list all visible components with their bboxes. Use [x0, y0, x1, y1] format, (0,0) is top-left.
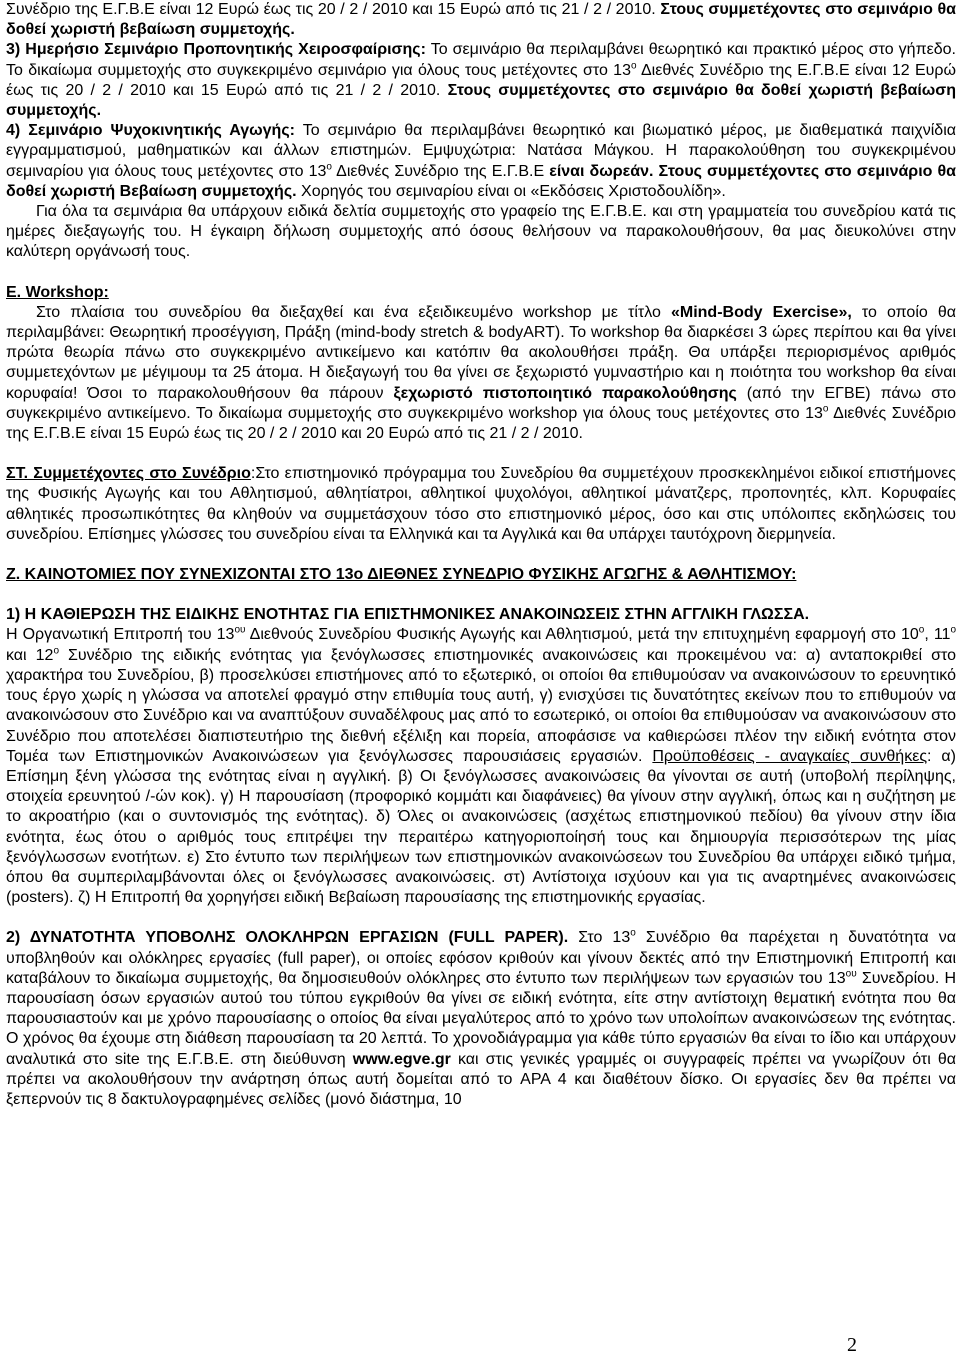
innovation-1-heading: [6, 605, 956, 625]
subsection-heading: 1) Η ΚΑΘΙΕΡΩΣΗ ΤΗΣ ΕΙΔΙΚΗΣ ΕΝΟΤΗΤΑΣ ΓΙΑ ΕΠΙΣΤΗΜΟΝΙΚΕΣ ΑΝΑΚΟΙΝΩΣΕΙΣ ΣΤΗΝ ΑΓΓΛΙΚΗ ΓΛΩΣΣΑ.: [6, 606, 810, 624]
seminar-title: 4) Σεμινάριο Ψυχοκινητικής Αγωγής:: [6, 122, 295, 140]
bold-text: Στους συμμετέχοντες στο σεμινάριο θα δοθεί χωριστή βεβαίωση συμμετοχής.: [6, 81, 956, 120]
section-heading: Ε. Workshop:: [6, 283, 109, 301]
text: Η Οργανωτική Επιτροπή του 13: [6, 626, 235, 644]
text: το οποίο θα περιλαμβάνει: Θεωρητική προσέγγιση, Πράξη (mind-body stretch & bodyART). Το workshop θα διαρκέσει 3 ώρες περίπου και θα γίνει πρώτα θεωρία πάνω στο συγκεκριμένο αντικείμενο και κατόπιν θα ακολουθήσει πράξη. Θα υπάρξει περιορισμένος αριθμός συμμετεχόντων με μέγιμουμ τα 25 άτομα. Η διεξαγωγή του θα γίνει σε ξεχωριστό γυμναστήριο και η ποιότητα του workshop θα είναι κορυφαία! Όσοι το παρακολουθήσουν θα πάρουν: [6, 303, 957, 402]
text: Το σεμινάριο θα περιλαμβάνει θεωρητικό και πρακτικό μέρος στο γήπεδο. Το δικαίωμα συμμετοχής στο συγκεκριμένο σεμινάριο για όλους τους μετέχοντες στο 13: [6, 41, 956, 79]
text: , 11: [924, 626, 951, 644]
text: (από την ΕΓΒΕ) πάνω στο συγκεκριμένο αντικείμενο. Το δικαίωμα συμμετοχής στο συγκεκριμένο workshop για όλους τους μετέχοντες στο 13: [6, 384, 957, 422]
innovations-heading: [6, 565, 956, 585]
website-link[interactable]: www.egve.gr: [352, 1050, 451, 1068]
text: Διεθνές Συνέδριο της Ε.Γ.Β.Ε είναι 15 Ευρώ έως τις 20 / 2 / 2010 και 20 Ευρώ από τις 21 / 2 / 2010.: [6, 404, 957, 443]
bold-text: ξεχωριστό πιστοποιητικό παρακολούθησης: [393, 384, 737, 402]
spacer: [6, 444, 956, 464]
workshop-title: «Mind-Body Exercise»,: [670, 303, 852, 321]
text: Χορηγός του σεμιναρίου είναι οι «Εκδόσεις Χριστοδουλίδη».: [296, 182, 726, 200]
paragraph-innovation-2: [6, 928, 956, 1110]
text: Το σεμινάριο θα περιλαμβάνει θεωρητικό και βιωματικό μέρος, με διαθεματικά παιχνίδια εγγραμματισμού, μαθηματικών και άλλων επιστημών. Εμψυχώτρια: Νατάσα Μάγκου. Η παρακολούθηση του συγκεκριμένου σεμιναρίου για όλους τους μετέχοντες στο 13: [6, 122, 956, 180]
text: και 12: [6, 646, 54, 664]
subsection-heading: 2) ΔΥΝΑΤΟΤΗΤΑ ΥΠΟΒΟΛΗΣ ΟΛΟΚΛΗΡΩΝ ΕΡΓΑΣΙΩΝ (FULL PAPER).: [6, 929, 569, 947]
page-number: 2: [847, 1333, 857, 1356]
superscript: ο: [326, 161, 332, 173]
spacer: [6, 908, 956, 928]
text: :Στο επιστημονικό πρόγραμμα του Συνεδρίου θα συμμετέχουν προσκεκλημένοι ειδικοί επιστήμονες της Φυσικής Αγωγής και του Αθλητισμού, αθλητίατροι, αθλητικοί ψυχολόγοι, αθλητικοί μάνατζερς, προπονητές, κλπ. Κορυφαίες αθλητικές προσωπικότητες θα κληθούν να συμμετάσχουν τόσο στο επιστημονικό μέρος, όσο και στις υπόλοιπες εκδηλώσεις του συνεδρίου. Επίσημες γλώσσες του συνεδρίου είναι τα Ελληνικά και τα Αγγλικά και θα υπάρχει ταυτόχρονη διερμηνεία.: [6, 465, 957, 543]
paragraph-participants: [6, 464, 956, 545]
spacer: [6, 545, 956, 565]
superscript: ο: [630, 60, 637, 72]
superscript: ου: [234, 625, 246, 637]
spacer: [6, 263, 956, 283]
superscript: ου: [845, 968, 857, 980]
bold-text: Στους συμμετέχοντες στο σεμινάριο θα δοθεί χωριστή βεβαίωση συμμετοχής.: [6, 1, 956, 39]
prerequisites-label: Προϋποθέσεις - αναγκαίες συνθήκες: [652, 747, 928, 765]
text: Στο πλαίσια του συνεδρίου θα διεξαχθεί και ένα εξειδικευμένο workshop με τίτλο: [36, 303, 671, 321]
text: Συνεδρίου. Η παρουσίαση όσων εργασιών αυτού του τύπου εγκριθούν θα γίνει σε ειδική ενότητα, είτε στην αντίστοιχη θεματική ενότητα που θα παρουσιαστούν και με χρόνο παρουσίασης ο οποίος θα είναι μεγαλύτερος από το χρόνο των υπολοίπων ανακοινώσεων της ενότητας. Ο χρόνος θα έχουμε στη διάθεση παρουσίαση τα 20 λεπτά. Το χρονοδιάγραμμα για κάθε τύπο εργασιών θα είναι το ίδιο και υπάρχουν αναλυτικά στο site της Ε.Γ.Β.Ε. στη διεύθυνση: [6, 969, 957, 1068]
paragraph-workshop: [6, 303, 956, 444]
seminar-title: 3) Ημερήσιο Σεμινάριο Προπονητικής Χειροσφαίρισης:: [6, 41, 426, 59]
superscript: ο: [53, 645, 59, 657]
spacer: [6, 585, 956, 605]
text: Διεθνές Συνέδριο της Ε.Γ.Β.Ε: [331, 162, 550, 180]
bold-text: είναι δωρεάν. Στους συμμετέχοντες στο σεμινάριο θα δοθεί χωριστή Βεβαίωση συμμετοχής.: [6, 162, 956, 200]
text: Για όλα τα σεμινάρια θα υπάρχουν ειδικά δελτία συμμετοχής στο γραφείο της Ε.Γ.Β.Ε. και στη γραμματεία του συνεδρίου κατά τις ημέρες διεξαγωγής του. Η έγκαιρη δήλωση συμμετοχής από όσους θελήσουν να παρακολουθήσουν, θα μας διευκολύνει στην καλύτερη οργάνωσή τους.: [6, 203, 956, 261]
superscript: ο: [918, 625, 925, 637]
text: Διεθνούς Συνεδρίου Φυσικής Αγωγής και Αθλητισμού, μετά την επιτυχημένη εφαρμογή στο 10: [245, 626, 919, 644]
superscript: ο: [950, 625, 957, 637]
paragraph-handball-seminar: [6, 40, 956, 121]
text: Συνέδριο της ειδικής ενότητας για ξενόγλωσσες επιστημονικές ανακοινώσεις και προκειμένου να: α) ανταποκριθεί στο χαρακτήρα του Συνεδρίου, β) προσελκύσει επιστήμονες από το εξωτερικό, οι οποίοι θα επιθυμούσαν να ανακοινώσουν το ερευνητικό τους έργο χωρίς η γλώσσα να αποτελεί φραγμό στην επιθυμία τους αυτή, γ) ενισχύσει τις δυνατότητες εκείνων που το επιθυμούν να ανακοινώσουν στο Συνέδριο και να αναπτύξουν συναδέλφους μας από το εσωτερικό, οι οποίοι θα επιθυμούσαν να ανακοινώσουν στο Συνέδριο που αποτελέσει διαπιστευτήριο της διεθνή εξέλιξη και πορεία, αποφάσισε να καθιερώσει πλέον την ειδική ενότητα στον Τομέα των Επιστημονικών Ανακοινώσεων για ξενόγλωσσες παρουσιάσεις εργασιών.: [6, 646, 956, 765]
section-heading: ΣΤ. Συμμετέχοντες στο Συνέδριο: [6, 465, 251, 483]
text: : α) Επίσημη ξένη γλώσσα της ενότητας είναι η αγγλική. β) Οι ξενόγλωσσες ανακοινώσεις θα γίνονται σε αυτή (υποβολή περίληψης, στοιχεία ερευνητού /-ών κοκ). γ) Η παρουσίαση (προφορικό κομμάτι και διαφάνειες) θα γίνουν στην αγγλική, όπως και η συζήτηση με το ακροατήριο (και ο συντονισμός της ενότητας). δ) Όλες οι ανακοινώσεις (ασχέτως επιστημονικού πεδίου) θα γίνουν στην ίδια ενότητα, έως ότου ο αριθμός τους επιτρέψει την περαιτέρω κατηγοριοποίησή τους και δημιουργία περισσότερων της μίας ξενόγλωσσων ενοτήτων. ε) Στο έντυπο των περιλήψεων των επιστημονικών ανακοινώσεων του Συνεδρίου θα υπάρχει ειδικό τμήμα, όπου θα συμπεριλαμβάνονται όλες οι ξενόγλωσσες ανακοινώσεις. στ) Αντίστοιχα ισχύουν και για τις αναρτημένες ανακοινώσεις (posters). ζ) Η Επιτροπή θα χορηγήσει ειδική Βεβαίωση παρουσίασης της επιστημονικής εργασίας.: [6, 747, 957, 907]
paragraph-registration-forms: [6, 202, 956, 263]
section-heading: Ζ. ΚΑΙΝΟΤΟΜΙΕΣ ΠΟΥ ΣΥΝΕΧΙΖΟΝΤΑΙ ΣΤΟ 13ο ΔΙΕΘΝΕΣ ΣΥΝΕΔΡΙΟ ΦΥΣΙΚΗΣ ΑΓΩΓΗΣ & ΑΘΛΗΤΙΣΜΟΥ:: [6, 566, 797, 584]
text: Στο 13: [568, 929, 631, 947]
paragraph-innovation-1: [6, 625, 956, 908]
text: Συνέδριο της Ε.Γ.Β.Ε είναι 12 Ευρώ έως τις 20 / 2 / 2010 και 15 Ευρώ από τις 21 / 2 / 2010.: [6, 1, 661, 18]
superscript: ο: [630, 928, 636, 939]
paragraph-psychomotor-seminar: [6, 121, 956, 202]
text: Συνέδριο θα παρέχεται η δυνατότητα να υποβληθούν και ολόκληρες εργασίες (full paper), οι οποίες εφόσον κριθούν και γίνουν δεκτές από την Επιστημονική Επιτροπή και καταβάλουν το δικαίωμα συμμετοχής, θα δημοσιευθούν ολόκληρες στο έντυπο των περιλήψεων των εργασιών του 13: [6, 929, 956, 987]
text: Διεθνές Συνέδριο της Ε.Γ.Β.Ε είναι 12 Ευρώ έως τις 20 / 2 / 2010 και 15 Ευρώ από τις 21 / 2 / 2010.: [6, 61, 956, 99]
superscript: ο: [822, 403, 829, 415]
paragraph-seminar-fee-end: [6, 0, 956, 40]
text: και στις γενικές γραμμές οι συγγραφείς πρέπει να γνωρίζουν ότι θα πρέπει να ακολουθήσουν την ανάρτηση όπως αυτή δομείται από το APA 4 και διαθέτουν δίσκο. Οι εργασίες δεν θα πρέπει να ξεπερνούν τις 8 δακτυλογραφημένες σελίδες (μονό διάστημα, 10: [6, 1050, 956, 1108]
workshop-heading: [6, 283, 956, 303]
